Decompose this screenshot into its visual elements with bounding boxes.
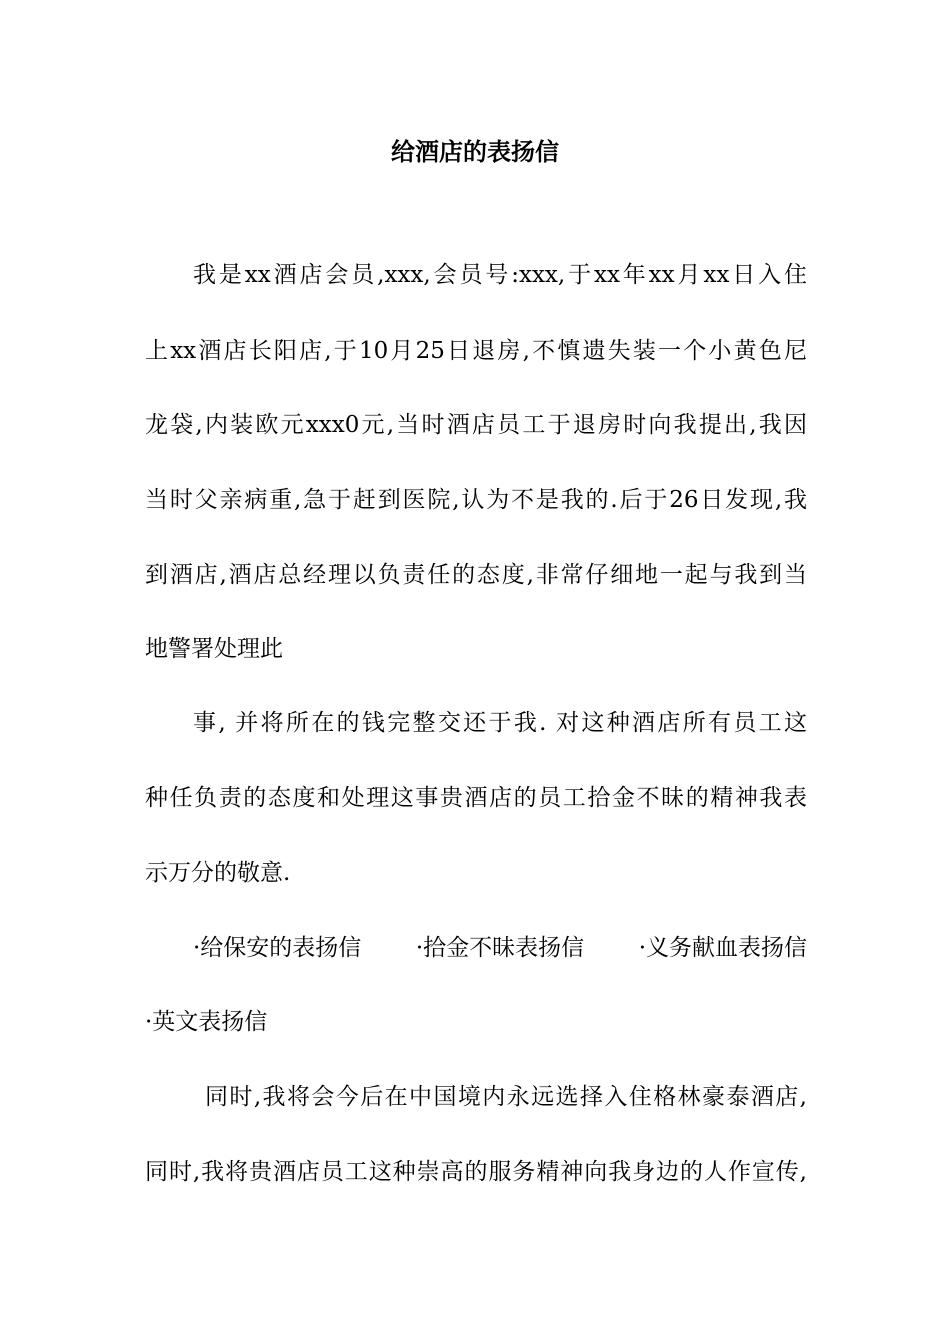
- paragraph-line: 示万分的敬意.: [145, 860, 291, 886]
- paragraph-line: 地警署处理此: [145, 636, 283, 662]
- paragraph-line: 龙袋,内装欧元xxx0元,当时酒店员工于退房时向我提出,我因: [145, 412, 807, 438]
- related-link-blood-donation[interactable]: ·义务献血表扬信: [638, 935, 807, 961]
- related-link-security-guard[interactable]: ·给保安的表扬信: [193, 935, 362, 961]
- paragraph-line: 种任负责的态度和处理这事贵酒店的员工拾金不昧的精神我表: [145, 785, 807, 811]
- related-links: [193, 932, 807, 964]
- paragraph-line: 当时父亲病重,急于赶到医院,认为不是我的.后于26日发现,我: [145, 487, 807, 513]
- paragraph-line: 同时,我将贵酒店员工这种崇高的服务精神向我身边的人作宣传,: [145, 1159, 807, 1185]
- related-link-honesty[interactable]: ·拾金不昧表扬信: [415, 935, 585, 961]
- paragraph-line: 上xx酒店长阳店,于10月25日退房,不慎遗失装一个小黄色尼: [145, 338, 807, 364]
- paragraph-line: 我是xx酒店会员,xxx,会员号:xxx,于xx年xx月xx日入住: [193, 262, 807, 288]
- paragraph-line: 事, 并将所在的钱完整交还于我. 对这种酒店所有员工这: [193, 710, 807, 736]
- paragraph-line: 到酒店,酒店总经理以负责任的态度,非常仔细地一起与我到当: [145, 562, 807, 588]
- related-link-english[interactable]: ·英文表扬信: [145, 1009, 268, 1035]
- document-title: 给酒店的表扬信: [391, 138, 559, 166]
- paragraph-line: 同时,我将会今后在中国境内永远选择入住格林豪泰酒店,: [205, 1084, 807, 1110]
